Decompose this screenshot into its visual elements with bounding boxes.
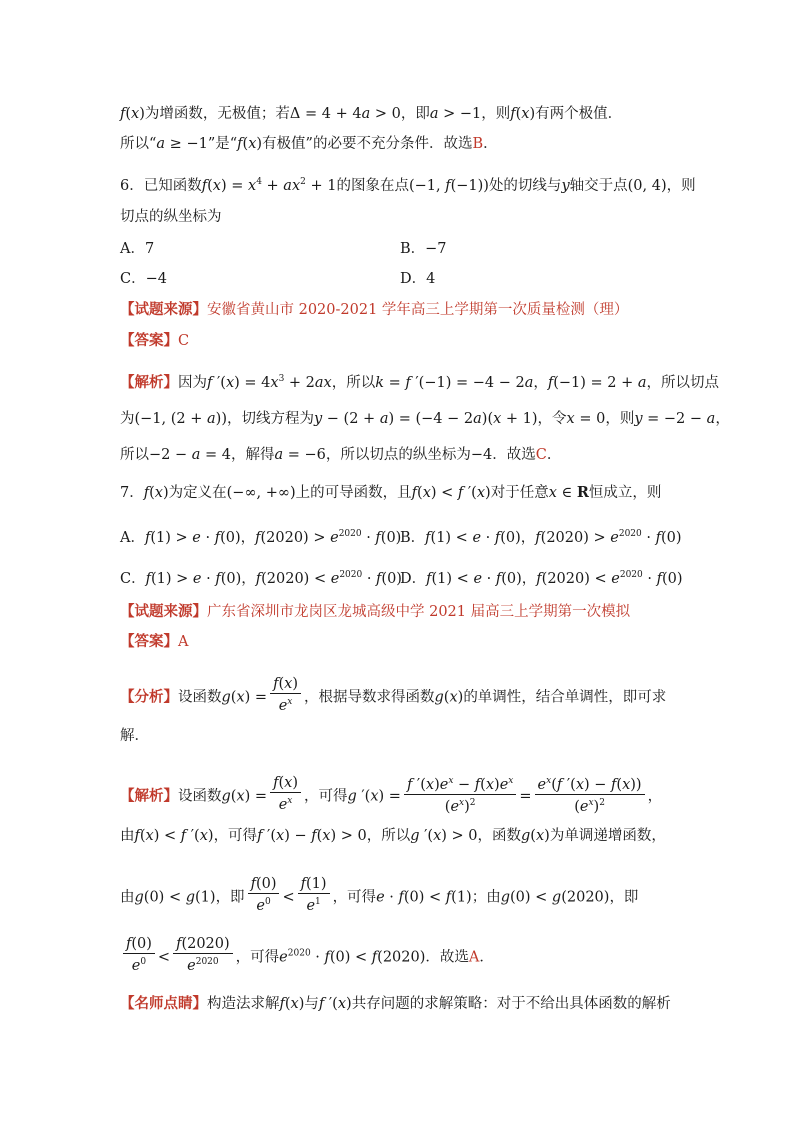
question-7-analysis-line-1: 【解析】设函数g(x) = $\frac{f(x)}{e^x}$ ，可得g ′(x) = $\frac{f '(x)e^x - f(x)e^x}{(e^x)^2}$ = $\frac{e^x(f '(x) - f(x))}{(e^x)^2}$ ， bbox=[120, 775, 663, 815]
option-b: B．−7 bbox=[400, 241, 447, 257]
tip-label: 【名师点睛】 bbox=[120, 995, 207, 1012]
source-label: 【试题来源】 bbox=[120, 603, 207, 620]
text: ， bbox=[647, 788, 663, 805]
question-7-analysis-line-3: 由g(0) < g(1)，即 $\frac{f(0)}{e^0}$ < $\frac{f(1)}{e^1}$ ，可得e · f(0) < f(1)；由g(0) < g(2020)，即 bbox=[120, 876, 639, 914]
answer-label: 【答案】 bbox=[120, 332, 178, 349]
text: ． bbox=[483, 136, 498, 152]
text: 为 bbox=[120, 411, 135, 427]
analysis-label: 【解析】 bbox=[120, 787, 178, 805]
question-6-option-d bbox=[400, 269, 435, 289]
text: ，可得 bbox=[213, 828, 258, 844]
answer-label: 【答案】 bbox=[120, 633, 178, 650]
text: ，即 bbox=[400, 106, 430, 122]
question-6-analysis-line-3: 所以−2 − a = 4，解得a = −6，所以切点的纵坐标为−4．故选C． bbox=[120, 447, 562, 463]
text: 已知函数 bbox=[143, 178, 202, 194]
text: ，即 bbox=[609, 889, 639, 906]
text: 的单调性，结合单调性，即可求 bbox=[463, 689, 667, 706]
source-text: 安徽省黄山市 2020-2021 学年高三上学期第一次质量检测（理） bbox=[207, 302, 629, 318]
question-7-analysis-line-4: $\frac{f(0)}{e^0}$ < $\frac{f(2020)}{e^{2020}}$ ，可得$e^{2020} \cdot f(0) < f(2020)$．故选A． bbox=[120, 938, 494, 977]
text: 为单调递增函数， bbox=[549, 828, 666, 844]
text: ，令 bbox=[537, 411, 567, 427]
text: 共存问题的求解策略：对于不给出具体函数的解析 bbox=[351, 996, 671, 1012]
text: ， bbox=[715, 411, 730, 427]
question-7-option-d: D．f(1) < e · f(0)，$f(2020) < e^{2020} \cdot f(0)$ bbox=[400, 570, 683, 587]
text: 解． bbox=[120, 728, 149, 744]
question-6-stem: 6．已知函数$f(x) = x^4 + ax^2 + 1$的图象在点(−1, f(−1))处的切线与y轴交于点(0, 4)，则 bbox=[120, 177, 696, 194]
text: 对于任意 bbox=[490, 485, 549, 501]
question-number: 7． bbox=[120, 485, 144, 501]
text: 因为 bbox=[178, 375, 207, 391]
question-6-stem-line-2 bbox=[120, 207, 222, 227]
option-d-label: D． bbox=[400, 571, 427, 587]
text: ，则 bbox=[605, 411, 635, 427]
source-label: 【试题来源】 bbox=[120, 301, 207, 318]
text: ．故选 bbox=[492, 447, 536, 463]
question-7-source bbox=[120, 602, 630, 622]
option-b-label: B． bbox=[400, 530, 426, 546]
text: ，切线方程为 bbox=[226, 411, 314, 427]
question-7-option-b: B．f(1) < e · f(0)，$f(2020) > e^{2020} \cdot f(0)$ bbox=[400, 529, 682, 546]
text: ，所以切点 bbox=[646, 375, 720, 391]
text: ，可得 bbox=[332, 889, 377, 906]
option-a-label: A． bbox=[120, 530, 145, 546]
text: 有极值”的必要不充分条件．故选 bbox=[262, 136, 473, 152]
text: ，则 bbox=[666, 178, 696, 194]
question-6-options-row-1 bbox=[120, 239, 154, 259]
text: ；由 bbox=[471, 889, 501, 906]
answer-value: C bbox=[178, 333, 190, 349]
text: ，即 bbox=[215, 889, 245, 906]
question-7-analysis-line-2: 由f(x) < f ′(x)，可得f ′(x) − f(x) > 0，所以g ′(x) > 0，函数g(x)为单调递增函数， bbox=[120, 828, 666, 844]
text: 的图象在点 bbox=[336, 178, 409, 194]
answer-letter: C bbox=[535, 447, 547, 463]
option-d: D．4 bbox=[400, 271, 436, 287]
text: 轴交于点 bbox=[569, 178, 628, 194]
source-text: 广东省深圳市龙岗区龙城高级中学 2021 届高三上学期第一次模拟 bbox=[207, 604, 631, 620]
question-6-options-row-2 bbox=[120, 269, 167, 289]
text: 上的可导函数，且 bbox=[295, 485, 412, 501]
question-7-options-row-1: A．f(1) > e · f(0)，$f(2020) > e^{2020} \cdot f(0)$ bbox=[120, 529, 402, 546]
text: ，可得 bbox=[303, 788, 348, 805]
option-a: A．7 bbox=[120, 241, 155, 257]
option-c: C．−4 bbox=[120, 271, 167, 287]
text: 恒成立，则 bbox=[588, 485, 662, 501]
text: 构造法求解 bbox=[207, 996, 280, 1012]
question-7-fenxi-line-2 bbox=[120, 726, 149, 746]
text: 为增函数，无极值；若 bbox=[144, 106, 290, 122]
question-number: 6． bbox=[120, 178, 144, 194]
text-line-2: 所以“a ≥ −1”是“f(x)有极值”的必要不充分条件．故选B． bbox=[120, 136, 498, 152]
text: ． bbox=[546, 447, 562, 463]
question-7-answer bbox=[120, 632, 188, 652]
text: ，可得 bbox=[235, 949, 280, 966]
text: 由 bbox=[120, 889, 135, 906]
text: ．故选 bbox=[425, 949, 469, 966]
text: ，函数 bbox=[477, 828, 521, 844]
text: ． bbox=[479, 949, 494, 966]
answer-letter: A bbox=[468, 949, 480, 966]
text: ，解得 bbox=[231, 447, 275, 463]
question-6-analysis-line-2: 为(−1, (2 + a))，切线方程为y − (2 + a) = (−4 − 2a)(x + 1)，令x = 0，则y = −2 − a， bbox=[120, 411, 730, 427]
text-line-1: f(x)为增函数，无极值；若Δ = 4 + 4a > 0，即a > −1，则f(x)有两个极值． bbox=[120, 106, 623, 122]
option-c-label: C． bbox=[120, 571, 146, 587]
text: 处的切线与 bbox=[488, 178, 562, 194]
text: ”是“ bbox=[207, 136, 238, 152]
text: ，根据导数求得函数 bbox=[303, 689, 435, 706]
text: 与 bbox=[304, 996, 319, 1012]
question-7-options-row-2: C．f(1) > e · f(0)，$f(2020) < e^{2020} \cdot f(0)$ bbox=[120, 570, 402, 587]
fenxi-label: 【分析】 bbox=[120, 688, 178, 706]
question-6-source bbox=[120, 300, 628, 320]
text: ，则 bbox=[481, 106, 511, 122]
text: 所以 bbox=[120, 447, 149, 463]
text: 设函数 bbox=[178, 788, 222, 805]
text: ，所以切点的纵坐标为 bbox=[325, 447, 471, 463]
text: 设函数 bbox=[178, 689, 222, 706]
text: ，所以 bbox=[331, 375, 376, 391]
question-6-option-b bbox=[400, 239, 447, 259]
text: ， bbox=[533, 375, 548, 391]
tip-paragraph: 【名师点睛】构造法求解f(x)与f ′(x)共存问题的求解策略：对于不给出具体函数的解析 bbox=[120, 995, 671, 1012]
text: 为定义在 bbox=[168, 485, 227, 501]
math-fx: f bbox=[120, 106, 126, 122]
question-7-fenxi-line-1: 【分析】设函数g(x) = $\frac{f(x)}{e^x}$ ，根据导数求得函数g(x)的单调性，结合单调性，即可求 bbox=[120, 676, 667, 714]
answer-letter: B bbox=[472, 136, 484, 152]
text: 切点的纵坐标为 bbox=[120, 209, 222, 225]
question-6-answer bbox=[120, 331, 189, 351]
text: 有两个极值． bbox=[535, 106, 623, 122]
analysis-label: 【解析】 bbox=[120, 374, 178, 391]
text: 所以“ bbox=[120, 136, 157, 152]
question-6-analysis-line-1: 【解析】因为f $'(x) = 4x^3 + 2ax$，所以k = f ′(−1) = −4 − 2a，f(−1) = 2 + a，所以切点 bbox=[120, 374, 720, 391]
answer-value: A bbox=[178, 634, 189, 650]
question-7-stem: 7．f(x)为定义在(−∞, +∞)上的可导函数，且f(x) < f ′(x)对于任意x ∈ R恒成立，则 bbox=[120, 484, 662, 501]
text: ，所以 bbox=[366, 828, 411, 844]
text: 由 bbox=[120, 828, 135, 844]
